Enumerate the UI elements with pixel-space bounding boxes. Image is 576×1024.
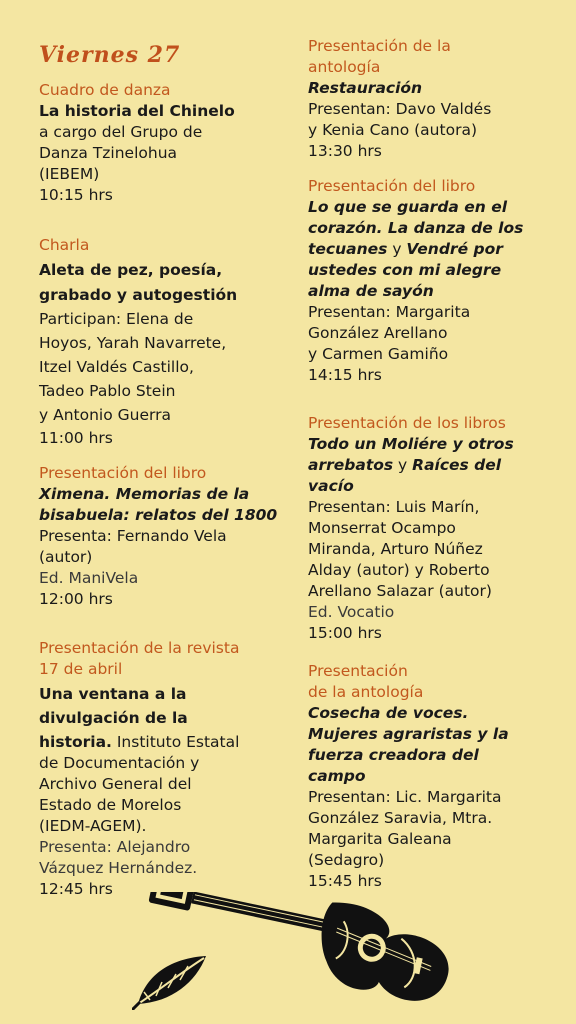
event-line: Presentan: Luis Marín, — [308, 498, 480, 516]
event-category: Charla — [39, 236, 90, 254]
event-category: Cuadro de danza — [39, 81, 171, 99]
event-line: Tadeo Pablo Stein — [39, 382, 176, 400]
event-conjunction: y — [387, 240, 407, 258]
event-line: Archivo General del — [39, 775, 192, 793]
event-category: Presentación de los libros — [308, 414, 506, 432]
event-title: corazón. La danza de los — [308, 219, 524, 237]
event-anthology-cosecha — [308, 661, 576, 892]
event-title: Todo un Moliére y otros — [308, 435, 514, 453]
event-line: Monserrat Ocampo — [308, 519, 456, 537]
event-title: grabado y autogestión — [39, 286, 238, 304]
event-category: Presentación del libro — [308, 177, 476, 195]
event-line: Estado de Morelos — [39, 796, 182, 814]
event-line: (autor) — [39, 548, 93, 566]
event-title: alma de sayón — [308, 282, 434, 300]
event-line: Instituto Estatal — [111, 733, 240, 751]
event-title: Una ventana a la — [39, 685, 187, 703]
leaf-illustration — [132, 952, 212, 1010]
event-line: y Carmen Gamiño — [308, 345, 449, 363]
event-category: Presentación del libro — [39, 464, 207, 482]
event-title: Mujeres agraristas y la — [308, 725, 509, 743]
event-time: 11:00 hrs — [39, 429, 113, 447]
event-category: antología — [308, 58, 381, 76]
event-magazine — [39, 638, 307, 900]
event-category: Presentación de la revista — [39, 639, 240, 657]
event-category: Presentación — [308, 662, 408, 680]
event-line: y Kenia Cano (autora) — [308, 121, 477, 139]
event-books-moliere — [308, 413, 576, 644]
event-title: fuerza creadora del — [308, 746, 479, 764]
event-line: Participan: Elena de — [39, 310, 194, 328]
event-category: de la antología — [308, 683, 424, 701]
event-title: Aleta de pez, poesía, — [39, 261, 223, 279]
event-title: Vendré por — [406, 240, 503, 258]
event-line: Presenta: Fernando Vela — [39, 527, 227, 545]
event-line: Arellano Salazar (autor) — [308, 582, 492, 600]
event-time: 15:45 hrs — [308, 872, 382, 890]
event-line: González Saravia, Mtra. — [308, 809, 493, 827]
event-book-corazon — [308, 176, 576, 386]
event-publisher: Ed. Vocatio — [308, 603, 395, 621]
event-line: Alday (autor) y Roberto — [308, 561, 490, 579]
event-dance — [39, 80, 307, 206]
event-line: Miranda, Arturo Núñez — [308, 540, 483, 558]
event-line: a cargo del Grupo de — [39, 123, 203, 141]
event-title: bisabuela: relatos del 1800 — [39, 506, 278, 524]
event-presenter: Vázquez Hernández. — [39, 859, 198, 877]
event-title: tecuanes — [308, 240, 388, 258]
event-line: Danza Tzinelohua — [39, 144, 178, 162]
event-time: 13:30 hrs — [308, 142, 382, 160]
event-title: historia. — [39, 733, 112, 751]
event-title: Ximena. Memorias de la — [39, 485, 250, 503]
event-line: Presentan: Lic. Margarita — [308, 788, 502, 806]
event-line: Hoyos, Yarah Navarrete, — [39, 334, 227, 352]
event-talk — [39, 235, 307, 449]
event-title: La historia del Chinelo — [39, 102, 235, 120]
event-line: (IEDM-AGEM). — [39, 817, 147, 835]
event-time: 15:00 hrs — [308, 624, 382, 642]
event-time: 14:15 hrs — [308, 366, 382, 384]
event-publisher: Ed. ManiVela — [39, 569, 139, 587]
event-title: divulgación de la — [39, 709, 188, 727]
event-conjunction: y — [393, 456, 413, 474]
event-book-ximena — [39, 463, 307, 610]
event-title: ustedes con mi alegre — [308, 261, 502, 279]
event-title: Raíces del — [412, 456, 502, 474]
event-title: Cosecha de voces. — [308, 704, 469, 722]
event-title: campo — [308, 767, 366, 785]
event-line: (IEBEM) — [39, 165, 100, 183]
event-line: Margarita Galeana — [308, 830, 452, 848]
event-title: vacío — [308, 477, 354, 495]
event-line: Presentan: Davo Valdés — [308, 100, 492, 118]
event-line: de Documentación y — [39, 754, 200, 772]
event-time: 12:00 hrs — [39, 590, 113, 608]
event-title: Restauración — [308, 79, 423, 97]
event-title: Lo que se guarda en el — [308, 198, 508, 216]
event-line: González Arellano — [308, 324, 448, 342]
day-title: Viernes 27 — [39, 42, 181, 68]
event-anthology-restauracion — [308, 36, 576, 162]
event-title: arrebatos — [308, 456, 394, 474]
event-time: 12:45 hrs — [39, 880, 113, 898]
event-presenter: Presenta: Alejandro — [39, 838, 191, 856]
event-line: Itzel Valdés Castillo, — [39, 358, 194, 376]
event-category: 17 de abril — [39, 660, 123, 678]
event-time: 10:15 hrs — [39, 186, 113, 204]
event-line: (Sedagro) — [308, 851, 385, 869]
event-category: Presentación de la — [308, 37, 451, 55]
event-line: y Antonio Guerra — [39, 406, 171, 424]
event-line: Presentan: Margarita — [308, 303, 471, 321]
